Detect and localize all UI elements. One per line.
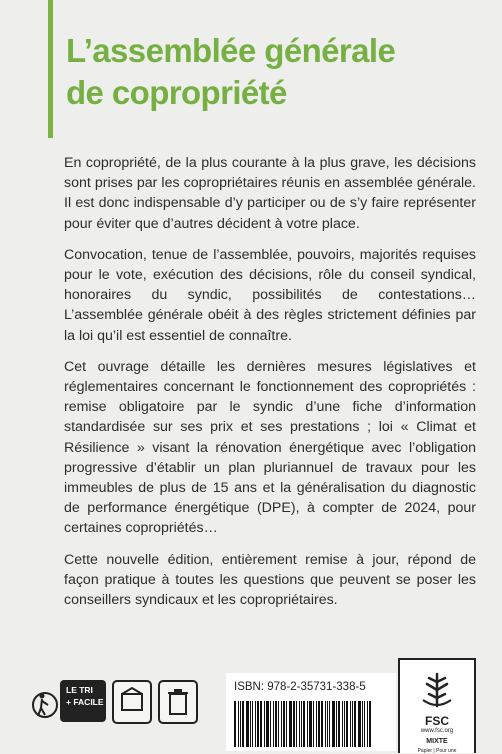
barcode-bar [293,701,295,747]
barcode-bar [260,701,262,747]
barcode-bar [257,701,259,747]
barcode-bar [316,701,317,747]
fsc-tree-icon [419,670,455,710]
barcode-bar [273,701,274,747]
barcode [234,701,386,747]
fsc-logo [398,658,476,753]
paragraph-2: Convocation, tenue de l’assemblée, pouvoirs, majorités requises pour le vote, exécution des décisions, rôle du conseil syndical, honoraires du syndic, possibilités de contestations… L’assemblée générale obéit à des règles strictement définies par la loi qu’il est essentiel de connaître. [64,246,476,344]
paragraph-1: En copropriété, de la plus courante à la plus grave, les décisions sont prises par les copropriétaires réunis en assemblée générale. Il est donc indispensable d’y participer ou de s’y faire représenter pour éviter que d’autres décident à votre place. [64,155,476,232]
recycling-bin-icon [158,680,198,724]
title-line-1: L’assemblée générale [66,32,396,69]
title-line-2: de copropriété [66,74,287,111]
packaging-icon [112,680,152,724]
fsc-website: www.fsc.org [420,728,454,734]
le-tri-plus-facile-badge [60,680,106,722]
barcode-bar [313,701,314,747]
barcode-bar [281,701,282,747]
barcode-bar [289,701,292,747]
barcode-bar [234,701,236,747]
barcode-bar [325,701,326,747]
isbn-number: ISBN: 978-2-35731-338-5 [234,681,366,693]
barcode-bar [358,701,361,747]
barcode-bar [278,701,279,747]
barcode-bar [250,701,251,747]
fsc-mixte-label: MIXTE [426,738,448,745]
barcode-bar [342,701,343,747]
barcode-bar [238,701,239,747]
back-cover-text [64,153,476,621]
barcode-bar [255,701,256,747]
book-title [66,30,486,114]
barcode-bar [303,701,305,747]
barcode-bar [336,701,337,747]
bin-icon [160,682,196,722]
barcode-bar [246,701,249,747]
recycling-info-logo [32,668,202,744]
barcode-bar [327,701,328,747]
barcode-bar [270,701,271,747]
barcode-bar [240,701,241,747]
barcode-bar [242,701,244,747]
fsc-name: FSC [425,714,449,728]
barcode-bar [329,701,330,747]
barcode-bar [275,701,277,747]
barcode-bar [354,701,356,747]
barcode-bar [283,701,285,747]
barcode-bar [367,701,368,747]
triman-icon [32,688,58,722]
barcode-bar [266,701,269,747]
barcode-bar [338,701,340,747]
barcode-bar [318,701,320,747]
triman-line-2: + FACILE [66,697,104,707]
paragraph-4: Cette nouvelle édition, entièrement remise à jour, répond de façon pratique à toutes les questions que peuvent se poser les conseillers syndicaux et les copropriétaires. [64,551,476,609]
barcode-bar [299,701,300,747]
barcode-bar [252,701,253,747]
barcode-bar [301,701,302,747]
box-icon [114,682,150,722]
barcode-bar [346,701,348,747]
barcode-bar [369,701,371,747]
fsc-subtext: Papier | Pour une [417,748,457,754]
barcode-bar [344,701,345,747]
barcode-bar [350,701,351,747]
barcode-bar [264,701,265,747]
isbn-barcode-block [226,673,396,751]
barcode-bar [296,701,297,747]
barcode-bar [332,701,335,747]
barcode-bar [321,701,323,747]
barcode-bar [352,701,353,747]
accent-bar [48,0,53,138]
paragraph-3: Cet ouvrage détaille les dernières mesures législatives et réglementaires concernant le fonctionnement des copropriétés : remise obligatoire par le syndic d’une fiche d’information standardisée sur ses prix et ses prestations ; loi « Climat et Résilience » visant la rénovation énergétique avec l’obligation progressive d’établir un plan pluriannuel de travaux pour les immeubles de plus de 15 ans et la généralisation du diagnostic de performance énergétique (DPE), à compter de 2024, pour certaines copropriétés… [64,358,476,537]
barcode-bar [307,701,308,747]
triman-line-1: LE TRI [66,685,93,695]
barcode-bar [362,701,363,747]
barcode-bar [364,701,365,747]
barcode-bar [309,701,312,747]
barcode-bar [286,701,287,747]
